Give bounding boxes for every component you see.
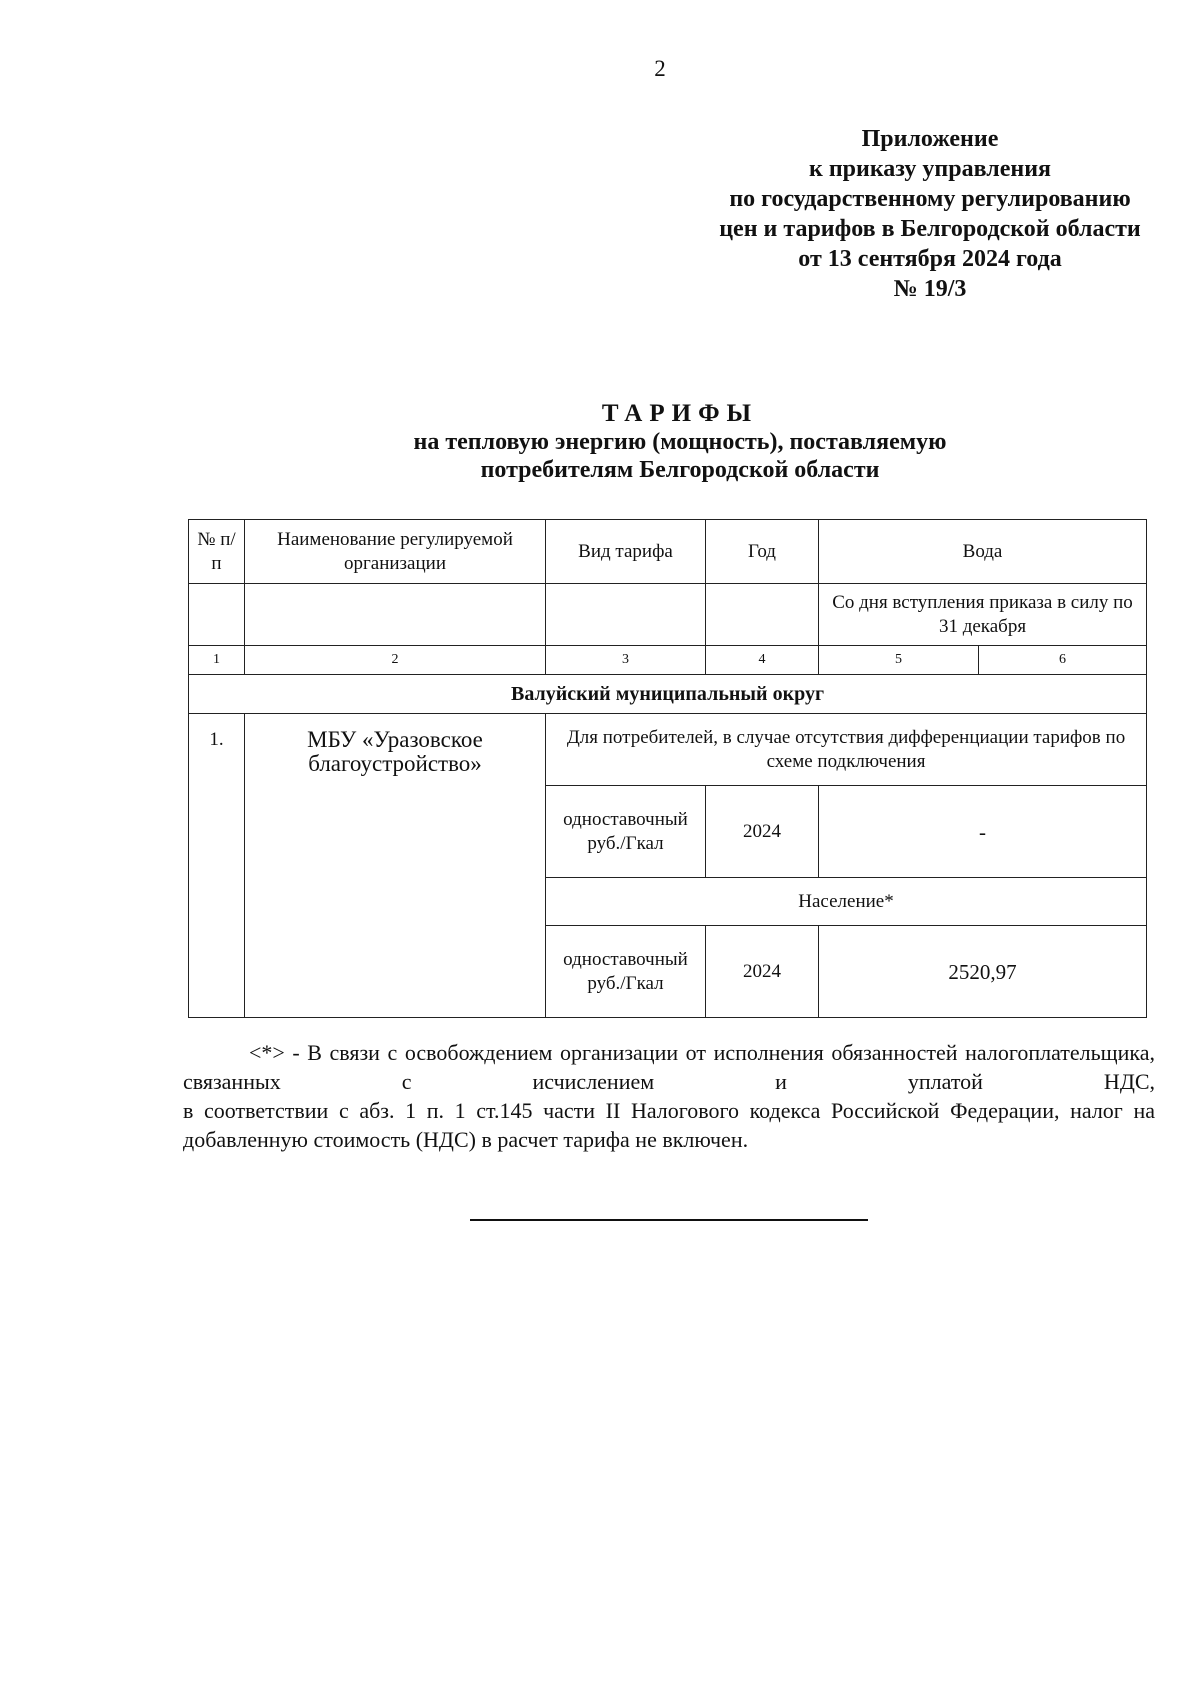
consumer-group-label: Население*: [546, 878, 1147, 926]
tariff-value-cell: 2520,97: [819, 926, 1147, 1018]
footnote-line: <*> - В связи с освобождением организации от исполнения обязанностей налогоплательщика, связанных с исчислением и уплатой НДС,: [183, 1040, 1155, 1094]
column-number: 3: [546, 646, 706, 675]
title-subtitle: потребителям Белгородской области: [480, 457, 880, 483]
tariff-type-cell: одноставочный руб./Гкал: [546, 926, 706, 1018]
header-empty-cell: [189, 584, 245, 646]
document-title: [180, 400, 1180, 484]
column-number: 6: [979, 646, 1147, 675]
title-main: ТАРИФЫ: [601, 400, 759, 427]
consumer-group-label: Для потребителей, в случае отсутствия дифференциации тарифов по схеме подключения: [546, 714, 1147, 786]
header-num: № п/п: [189, 520, 245, 584]
column-number: 5: [819, 646, 979, 675]
year-cell: 2024: [706, 786, 819, 878]
header-org: Наименование регулируемой организации: [245, 520, 546, 584]
column-number: 1: [189, 646, 245, 675]
section-municipality: Валуйский муниципальный округ: [189, 675, 1147, 714]
appendix-line: по государственному регулированию: [729, 186, 1131, 212]
header-empty-cell: [546, 584, 706, 646]
row-index: 1.: [189, 714, 245, 1018]
tariffs-table: [188, 519, 1147, 1018]
appendix-header: [660, 124, 1200, 304]
appendix-line: от 13 сентября 2024 года: [798, 246, 1062, 272]
appendix-line: Приложение: [861, 126, 999, 152]
appendix-line: цен и тарифов в Белгородской области: [719, 216, 1141, 242]
title-subtitle: на тепловую энергию (мощность), поставляемую: [413, 429, 947, 455]
header-period: Со дня вступления приказа в силу по 31 декабря: [819, 584, 1147, 646]
column-number: 4: [706, 646, 819, 675]
appendix-line: № 19/3: [893, 276, 967, 302]
header-water: Вода: [819, 520, 1147, 584]
header-empty-cell: [245, 584, 546, 646]
page-number: 2: [654, 56, 666, 81]
footnote: [183, 1038, 1155, 1154]
header-year: Год: [706, 520, 819, 584]
organization-name: МБУ «Уразовское благоустройство»: [245, 714, 546, 1018]
appendix-line: к приказу управления: [808, 156, 1051, 182]
header-empty-cell: [706, 584, 819, 646]
year-cell: 2024: [706, 926, 819, 1018]
closing-divider: [470, 1219, 868, 1221]
tariff-value-cell: -: [819, 786, 1147, 878]
footnote-line: в соответствии с абз. 1 п. 1 ст.145 части II Налогового кодекса Российской Федерации, налог на добавленную стоимость (НДС) в расчет тарифа не включен.: [183, 1098, 1155, 1152]
header-tariff-type: Вид тарифа: [546, 520, 706, 584]
tariff-type-cell: одноставочный руб./Гкал: [546, 786, 706, 878]
column-number: 2: [245, 646, 546, 675]
